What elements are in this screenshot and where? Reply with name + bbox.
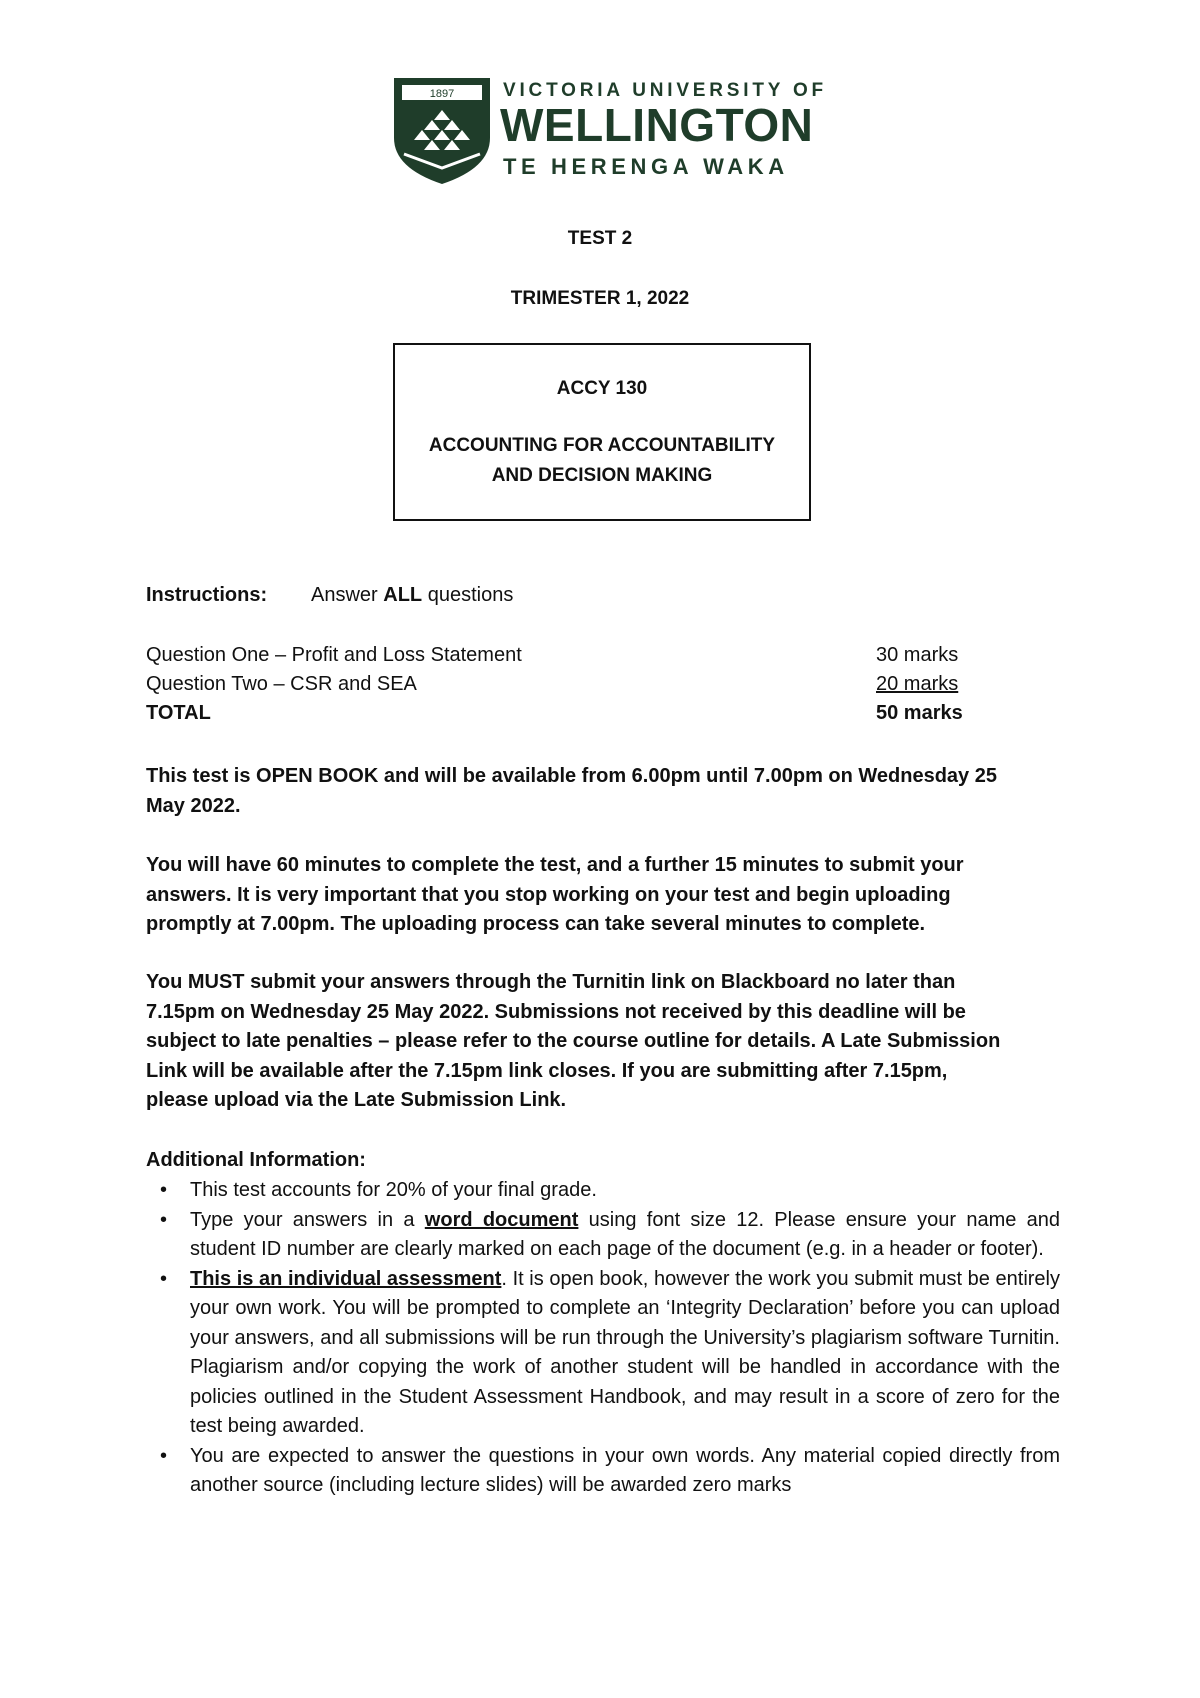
- bullet-icon: •: [160, 1444, 168, 1467]
- list-item: [146, 1206, 1060, 1265]
- instructions-emphasis: ALL: [383, 584, 423, 606]
- university-crest-icon: [392, 76, 492, 186]
- instructions-prefix: Answer: [311, 584, 384, 606]
- question-label: Question Two – CSR and SEA: [146, 673, 417, 695]
- logo-line-3: TE HERENGA WAKA: [503, 154, 789, 179]
- paragraph-line: This test is OPEN BOOK and will be available from 6.00pm until 7.00pm on Wednesday 25: [146, 765, 997, 787]
- total-label: TOTAL: [146, 702, 211, 724]
- availability-paragraph: [146, 762, 1060, 821]
- paragraph-line: please upload via the Late Submission Link.: [146, 1089, 567, 1111]
- paragraph-line: Link will be available after the 7.15pm link closes. If you are submitting after 7.15pm,: [146, 1059, 948, 1082]
- list-item-text: . It is open book, however the work you submit must be entirely your own work. You will be prompted to complete an ‘Integrity Declaration’ before you can upload your answers, and all submissions will be run through the University’s plagiarism software Turnitin. Plagiarism and/or copying the work of another student will be handled in accordance with the policies outlined in the Student Assessment Handbook, and may result in a score of zero for the test being awarded.: [190, 1267, 1060, 1437]
- instructions-value: [311, 584, 513, 607]
- logo-line-1: VICTORIA UNIVERSITY OF: [503, 80, 827, 101]
- paragraph-line: answers. It is very important that you stop working on your test and begin uploading: [146, 883, 951, 906]
- paragraph-line: 7.15pm on Wednesday 25 May 2022. Submissions not received by this deadline will be: [146, 1000, 966, 1023]
- course-box: [393, 343, 811, 521]
- course-title-line-1: ACCOUNTING FOR ACCOUNTABILITY: [428, 435, 776, 456]
- list-item-text: Type your answers in a: [190, 1208, 425, 1231]
- list-item: [146, 1176, 1060, 1206]
- question-marks: 20 marks: [876, 673, 959, 695]
- bullet-icon: •: [160, 1179, 168, 1201]
- paragraph-line: You will have 60 minutes to complete the test, and a further 15 minutes to submit your: [146, 854, 964, 876]
- list-item-text: using font size 12. Please ensure your name and student ID number are clearly marked on each page of the document (e.g. in a header or footer).: [190, 1208, 1060, 1260]
- bullet-icon: •: [160, 1267, 168, 1290]
- submission-paragraph: [146, 968, 1060, 1116]
- additional-info-list: [146, 1176, 1060, 1501]
- list-item-text: This test accounts for 20% of your final grade.: [190, 1179, 597, 1201]
- question-marks: 30 marks: [876, 644, 959, 666]
- instructions-suffix: questions: [422, 584, 514, 606]
- list-item-text: You are expected to answer the questions in your own words. Any material copied directly from another source (including lecture slides) will be awarded zero marks: [190, 1444, 1060, 1496]
- logo-line-2: WELLINGTON: [500, 99, 814, 151]
- bullet-icon: •: [160, 1208, 168, 1231]
- paragraph-line: subject to late penalties – please refer to the course outline for details. A Late Submission: [146, 1030, 1001, 1052]
- word-document-emphasis: word document: [424, 1208, 579, 1231]
- question-label: Question One – Profit and Loss Statement: [146, 644, 522, 666]
- duration-paragraph: [146, 851, 1060, 940]
- total-marks: 50 marks: [876, 702, 963, 724]
- university-logo: [392, 76, 827, 186]
- list-item: [146, 1442, 1060, 1501]
- individual-assessment-emphasis: This is an individual assessment: [190, 1267, 502, 1290]
- paragraph-line: May 2022.: [146, 794, 241, 817]
- course-title-line-2: AND DECISION MAKING: [491, 465, 713, 486]
- list-item: [146, 1265, 1060, 1442]
- trimester-title: TRIMESTER 1, 2022: [510, 288, 690, 309]
- course-code: ACCY 130: [556, 378, 648, 399]
- instructions-label: Instructions:: [146, 584, 268, 606]
- additional-info-heading: Additional Information:: [146, 1149, 366, 1171]
- test-title: TEST 2: [567, 228, 633, 249]
- paragraph-line: promptly at 7.00pm. The uploading process can take several minutes to complete.: [146, 913, 926, 935]
- paragraph-line: You MUST submit your answers through the Turnitin link on Blackboard no later than: [146, 971, 956, 993]
- crest-year: 1897: [429, 88, 455, 100]
